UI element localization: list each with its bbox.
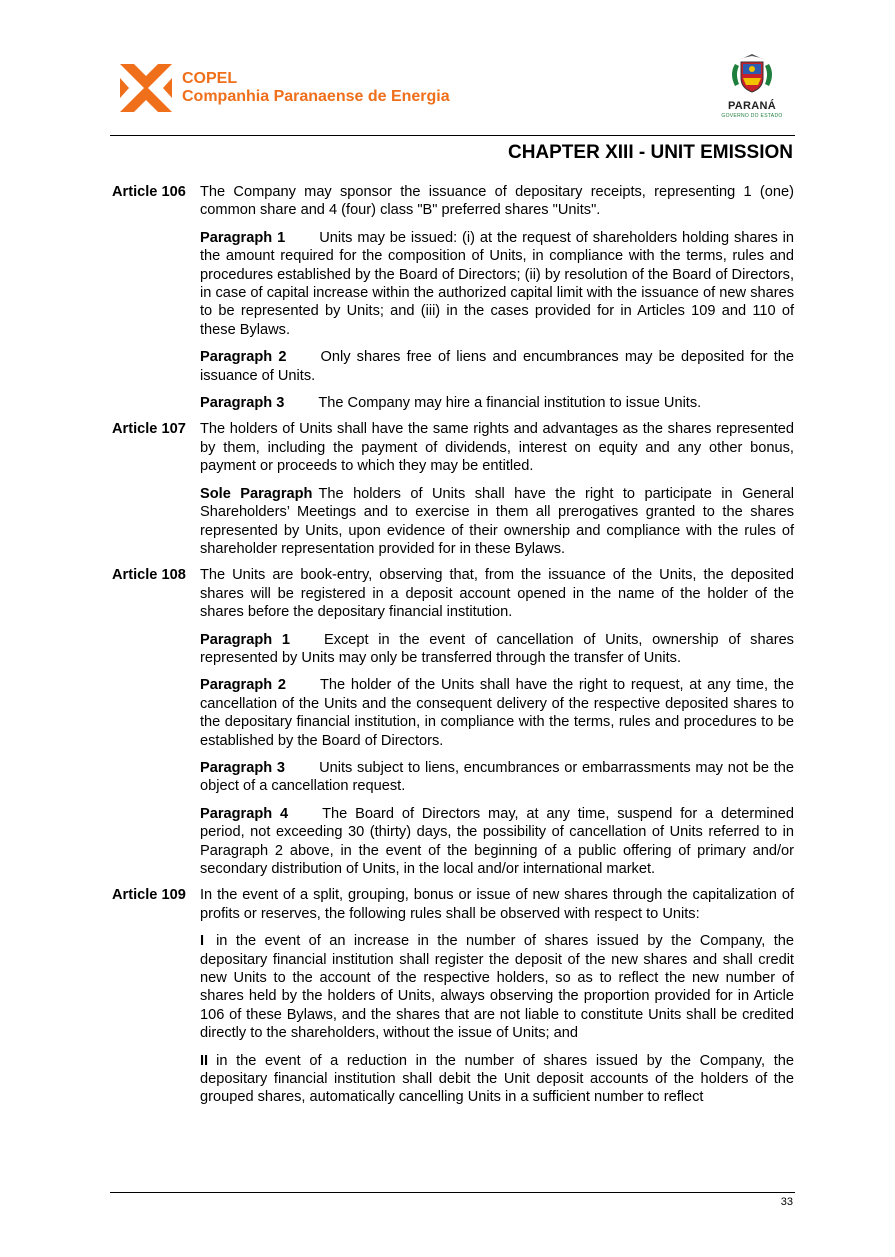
item-text: in the event of a reduction in the number of shares issued by the Company, the depositary financial institution shall debit the Unit deposit accounts of the holders of the grouped shares, automatically cancelling Units in a sufficient number to reflect xyxy=(200,1052,794,1106)
paragraph-label: Paragraph 4 xyxy=(200,805,289,822)
paragraph-text: Units subject to liens, encumbrances or embarrassments may not be the object of a cancellation request. xyxy=(200,759,795,795)
paragraph-text: The Board of Directors may, at any time, suspend for a determined period, not exceeding 30 (thirty) days, the possibility of cancellation of Units referred to in Paragraph 2 above, in the event of the beginning of a public offering of primary and/or secondary distribution of Units, in the local and/or international market. xyxy=(200,805,794,877)
header-divider xyxy=(110,135,795,136)
parana-coat-of-arms-icon xyxy=(725,50,779,94)
item-text: in the event of an increase in the number of shares issued by the Company, the depositary financial institution shall register the deposit of the new shares and shall credit new Units to the account of the respective holders, so as to reflect the new number of shares held by the holders of Units, always observing the proportion provided for in Article 106 of these Bylaws, and the shares that are not liable to constitute Units shall be credited directly to the shareholders, without the issue of Units; and xyxy=(200,933,794,1042)
article-text: The holders of Units shall have the same rights and advantages as the shares represented by them, including the payment of dividends, interest on equity and any other bonus, payment or proceeds to which they may be entitled. xyxy=(200,421,794,475)
footer-divider xyxy=(110,1192,795,1193)
copel-brand-text xyxy=(182,70,450,106)
paragraph-label: Paragraph 3 xyxy=(200,395,285,412)
article-label: Article 109 xyxy=(112,887,186,904)
page-number: 33 xyxy=(780,1196,793,1208)
paragraph-text: The holders of Units shall have the right to participate in General Shareholders’ Meetings and to exercise in them all prerogatives granted to the shares represented by Units, upon evidence of their ownership and compliance with the rules of shareholder representation provided for in these Bylaws. xyxy=(200,485,795,557)
item-label: I xyxy=(200,933,205,950)
paragraph xyxy=(200,348,794,385)
paragraph-text: Only shares free of liens and encumbrances may be deposited for the issuance of Units. xyxy=(200,349,794,384)
article-text: In the event of a split, grouping, bonus or issue of new shares through the capitalization of profits or reserves, the following rules shall be observed with respect to Units: xyxy=(200,887,794,922)
state-government: GOVERNO DO ESTADO xyxy=(721,113,783,119)
paragraph-label: Sole Paragraph xyxy=(200,485,313,502)
brand-full-name: Companhia Paranaense de Energia xyxy=(182,88,450,105)
article-text: The Units are book-entry, observing that, from the issuance of the Units, the deposited shares will be registered in a deposit account opened in the name of the holder of the shares before the depositary financial institution. xyxy=(200,567,794,621)
document-body xyxy=(112,183,794,1115)
item xyxy=(200,932,794,1042)
paragraph-text: Except in the event of cancellation of Units, ownership of shares represented by Units may only be transferred through the transfer of Units. xyxy=(200,631,794,666)
paragraph xyxy=(200,631,794,668)
chapter-title: CHAPTER XIII - UNIT EMISSION xyxy=(507,142,793,163)
paragraph xyxy=(200,676,794,750)
article-109 xyxy=(112,886,794,1106)
paragraph-label: Paragraph 1 xyxy=(200,631,290,648)
article-label: Article 108 xyxy=(112,567,186,584)
paragraph-text: The Company may hire a financial institution to issue Units. xyxy=(318,395,702,412)
paragraph-label: Paragraph 3 xyxy=(200,759,286,776)
article-label: Article 106 xyxy=(112,184,186,200)
article-107 xyxy=(112,420,794,558)
parana-logo xyxy=(719,50,785,128)
article-text: The Company may sponsor the issuance of depositary receipts, representing 1 (one) common share and 4 (four) class "B" preferred shares "Units". xyxy=(200,184,794,219)
paragraph xyxy=(200,485,794,559)
paragraph-label: Paragraph 2 xyxy=(200,349,287,366)
item-label: II xyxy=(200,1052,209,1069)
item xyxy=(200,1052,794,1107)
paragraph xyxy=(200,759,794,796)
paragraph-text: Units may be issued: (i) at the request of shareholders holding shares in the amount required for the composition of Units, in compliance with the terms, rules and procedures established by the Board of Directors; (ii) by resolution of the Board of Directors, in case of capital increase within the authorized capital limit with the issuance of new shares to be represented by Units; and (iii) in the cases provided for in Articles 109 and 110 of these Bylaws. xyxy=(200,229,795,338)
paragraph xyxy=(200,229,794,339)
article-label: Article 107 xyxy=(112,421,186,438)
state-name: PARANÁ xyxy=(727,100,777,112)
page-header xyxy=(110,50,795,132)
paragraph xyxy=(200,394,794,412)
paragraph xyxy=(200,805,794,879)
paragraph-label: Paragraph 2 xyxy=(200,677,286,694)
copel-logo-icon xyxy=(120,64,172,112)
article-108 xyxy=(112,566,794,878)
brand-name: COPEL xyxy=(182,70,238,87)
article-106 xyxy=(112,183,794,412)
paragraph-label: Paragraph 1 xyxy=(200,229,286,246)
paragraph-text: The holder of the Units shall have the right to request, at any time, the cancellation of the Units and the consequent delivery of the respective deposited shares to the depositary financial institution, in compliance with the terms, rules and procedures to be established by the Board of Directors. xyxy=(200,677,794,749)
